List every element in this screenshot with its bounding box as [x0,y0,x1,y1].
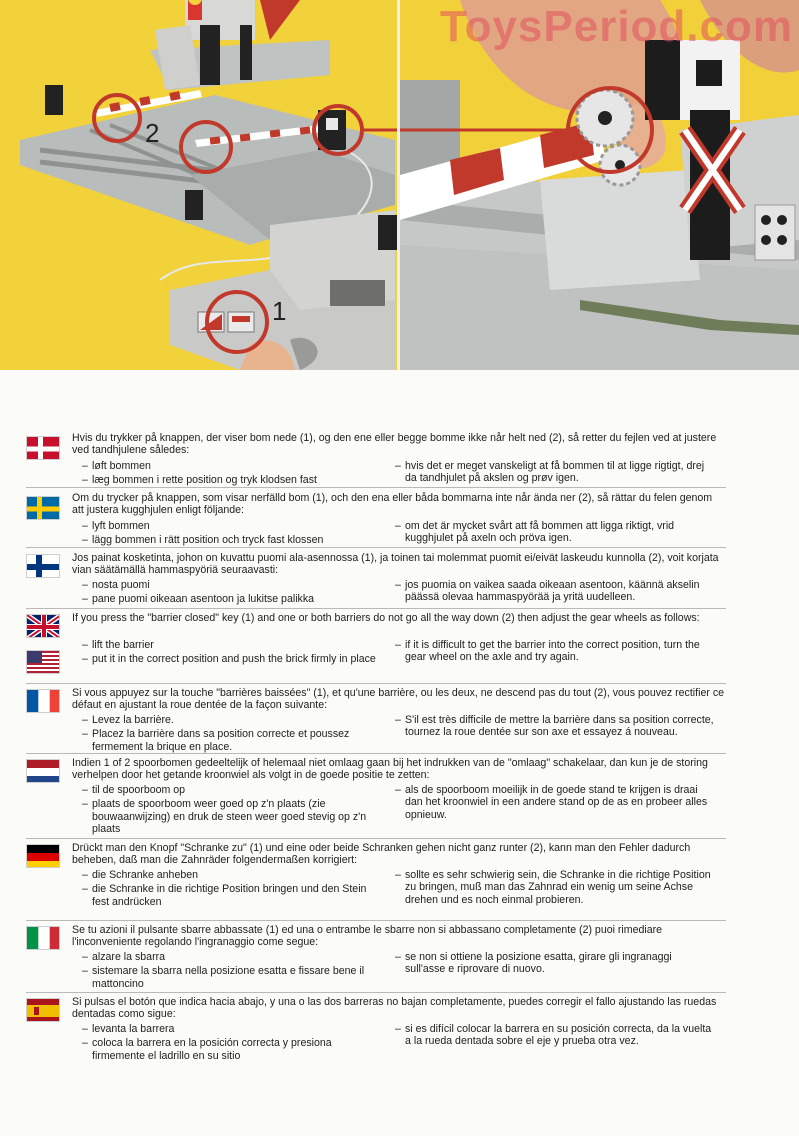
section-divider [26,992,726,993]
section-italian [26,924,726,990]
steps-list [82,869,382,910]
step-item: – Levez la barrière. [82,714,174,726]
section-intro: Si pulsas el botón que indica hacia abajo, y una o las dos barreras no bajan completamente, puedes corregir el fallo ajustando las ruedas dentadas como sigue: [72,996,717,1021]
step-item: – lägg bommen i rätt position och tryck fast klossen [82,534,324,547]
section-french [26,687,726,753]
step-item: – alzare la sbarra [82,951,166,963]
section-spanish [26,996,726,1068]
tip-text: – jos puomia on vaikea saada oikeaan asentoon, käännä akselin päässä olevaa hammaspyörää ja yritä uudelleen. [395,579,700,604]
photo-strip [0,0,799,370]
step-item: – Placez la barrière dans sa position correcte et poussez fermement la brique en place. [82,728,350,753]
step-item: – sistemare la sbarra nella posizione esatta e fissare bene il mattoncino [82,965,365,990]
section-intro: Om du trycker på knappen, som visar nerfälld bom (1), och den ena eller båda bommarna inte når ända ner (2), så rättar du felen genom att justera kugghjulen enligt följande: [72,492,713,517]
tip-text: – si es difícil colocar la barrera en su posición correcta, da la vuelta a la rueda dentada sobre el eje y prueba otra vez. [395,1023,712,1048]
tip-text: – S'il est très difficile de mettre la barrière dans sa position correcte, tournez la roue dentée sur son axe et essayez á nouveau. [395,714,714,739]
section-intro: Indien 1 of 2 spoorbomen gedeeltelijk of helemaal niet omlaag gaan bij het indrukken van de "omlaag" schakelaar, dan kun je de storing verhelpen door het getande kroonwiel als volgt in de goede positie te zetten: [72,757,708,782]
tip-text: – sollte es sehr schwierig sein, die Schranke in die richtige Position zu bringen, muß man das Zahnrad ein wenig um seine Achse drehen und es noch einmal probieren. [395,869,711,906]
section-dutch [26,757,726,837]
gear-wheel-closeup-photo [400,0,799,370]
italy-flag-icon [26,926,60,950]
section-divider [26,608,726,609]
section-german [26,842,726,918]
section-divider [26,547,726,548]
section-divider [26,838,726,839]
step-item: – levanta la barrera [82,1023,175,1035]
step-item: – læg bommen i rette position og tryk klodsen fast [82,474,317,487]
step-item: – til de spoorboom op [82,784,186,796]
callout-number-1: 1 [272,296,287,326]
step-item: – lyft bommen [82,520,150,532]
steps-list [82,460,382,489]
step-item: – lift the barrier [82,639,154,651]
watermark: ToysPeriod.com [439,2,793,51]
tip-text: – als de spoorboom moeilijk in de goede stand te krijgen is draai dan het kroonwiel in een andere stand op de as en probeer alles opnieuw. [395,784,708,821]
finland-flag-icon [26,554,60,578]
callout-number-2: 2 [145,118,160,148]
section-divider [26,920,726,921]
step-item: – put it in the correct position and push the brick firmly in place [82,653,376,666]
tip-text: – se non si ottiene la posizione esatta, girare gli ingranaggi sull'asse e riprovare di nuovo. [395,951,672,976]
spain-flag-icon [26,998,60,1022]
step-item: – pane puomi oikeaan asentoon ja lukitse palikka [82,593,315,606]
netherlands-flag-icon [26,759,60,783]
tip-text: – hvis det er meget vanskeligt at få bommen til at ligge rigtigt, drej da tandhjulet på akslen og prøv igen. [395,460,705,485]
tip-text: – om det är mycket svårt att få bommen att ligga riktigt, vrid kugghjulet på axeln och pröva igen. [395,520,675,545]
step-item: – plaats de spoorboom weer goed op z'n plaats (zie bouwaanwijzing) en druk de steen weer goed stevig op z'n plaats [82,798,367,836]
tip-text: – if it is difficult to get the barrier into the correct position, turn the gear wheel on the axle and try again. [395,639,700,664]
section-divider [26,487,726,488]
germany-flag-icon [26,844,60,868]
steps-list [82,520,382,549]
section-divider [26,683,726,684]
section-danish [26,430,726,487]
section-divider [26,753,726,754]
section-intro: Drückt man den Knopf "Schranke zu" (1) und eine oder beide Schranken gehen nicht ganz runter (2), kann man den Fehler dadurch beheben, daß man die Zahnräder folgendermaßen korrigiert: [72,842,691,867]
level-crossing-overview-photo [0,0,398,370]
steps-list [82,1023,382,1064]
section-intro: Se tu azioni il pulsante sbarre abbassate (1) ed una o entrambe le sbarre non si abbassano completamente (2) puoi rimediare l'inconveniente regolando l'ingranaggio come segue: [72,924,663,949]
section-swedish [26,492,726,547]
steps-list [82,579,382,608]
uk-flag-icon [26,614,60,638]
denmark-flag-icon [26,436,60,460]
section-finnish [26,552,726,606]
steps-list [82,714,382,755]
step-item: – løft bommen [82,460,151,472]
section-intro: Jos painat kosketinta, johon on kuvattu puomi ala-asennossa (1), ja toinen tai molemmat puomit ei/eivät laskeudu kunnolla (2), voit korjata vian säätämällä hammaspyöriä seuraavasti: [72,552,719,577]
steps-list [82,639,382,668]
step-item: – coloca la barrera en la posición correcta y presiona firmemente el ladrillo en su sitio [82,1037,332,1062]
section-intro: Si vous appuyez sur la touche "barrières baissées" (1), et qu'une barrière, ou les deux, ne descend pas du tout (2), vous pouvez rectifier ce défaut en ajustant la roue dentée de la façon suivante: [72,687,725,712]
steps-list [82,951,382,992]
step-item: – nosta puomi [82,579,150,591]
section-intro: If you press the "barrier closed" key (1) and one or both barriers do not go all the way down (2) then adjust the gear wheels as follows: [72,612,700,624]
step-item: – die Schranke anheben [82,869,199,881]
sweden-flag-icon [26,496,60,520]
step-item: – die Schranke in die richtige Position bringen und den Stein fest andrücken [82,883,367,908]
france-flag-icon [26,689,60,713]
section-intro: Hvis du trykker på knappen, der viser bom nede (1), og den ene eller begge bomme ikke når helt ned (2), så retter du fejlen ved at justere ved tandhjulene således: [72,432,717,457]
usa-flag-icon [26,650,60,674]
steps-list [82,784,382,838]
section-english [26,612,726,684]
